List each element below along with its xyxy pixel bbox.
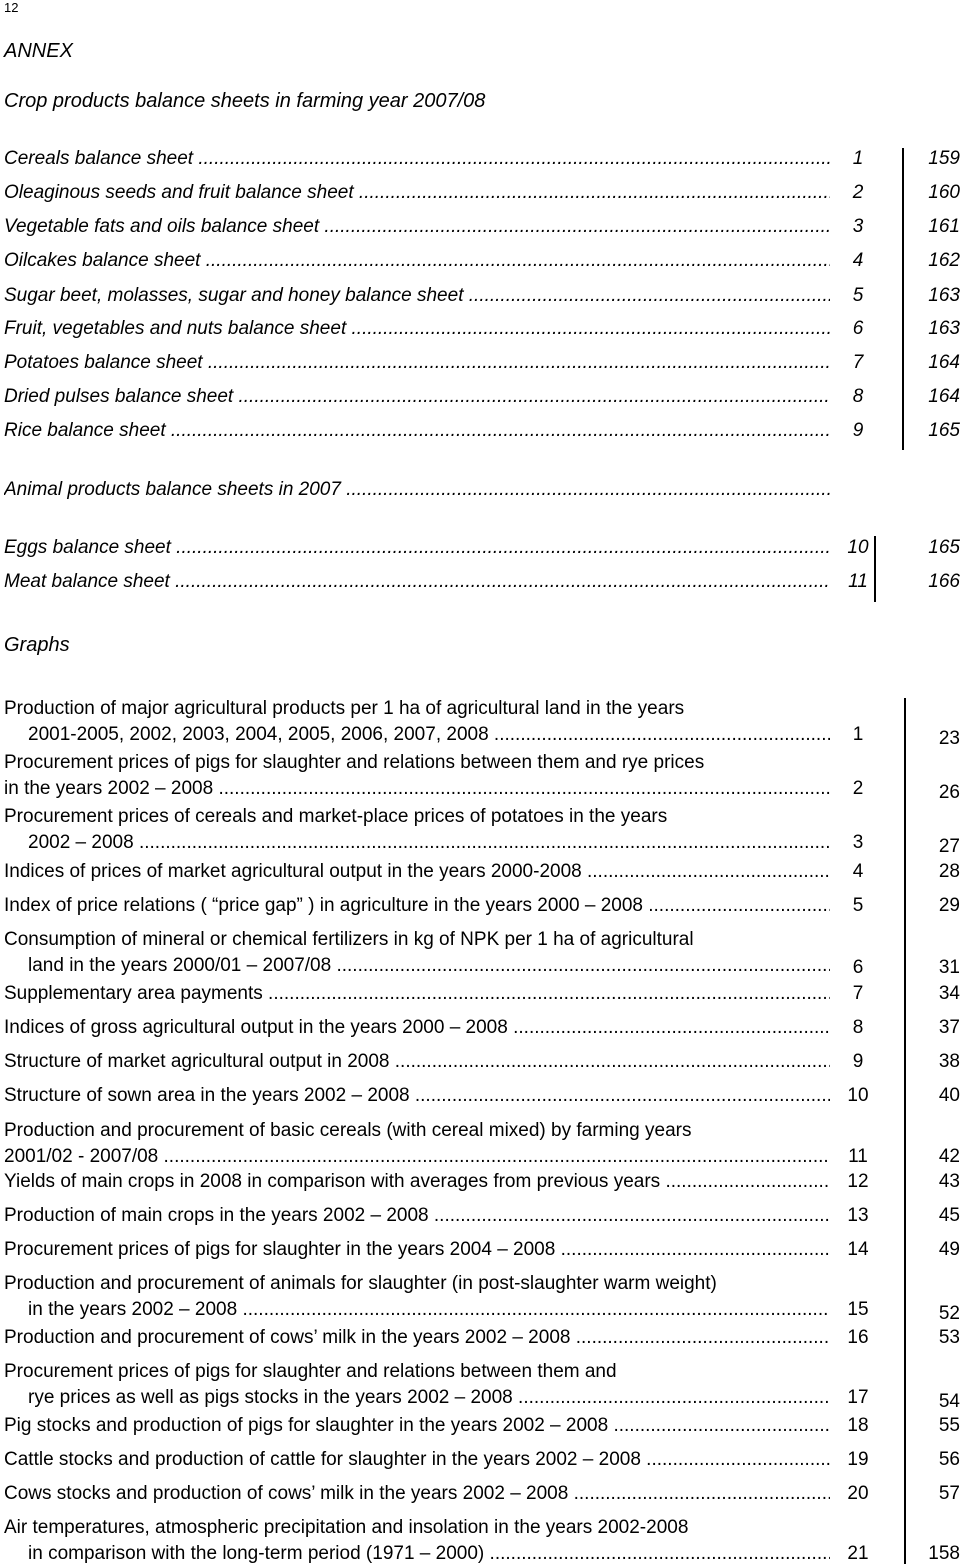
item-label-line1: Production and procurement of animals for slaughter (in post-slaughter warm weight) bbox=[4, 1273, 717, 1294]
list-item[interactable] bbox=[4, 861, 958, 887]
list-item[interactable] bbox=[4, 285, 958, 311]
item-label: Cereals balance sheet ..... bbox=[4, 148, 830, 170]
item-label: Meat balance sheet ..... bbox=[4, 571, 830, 593]
item-page: 38 bbox=[938, 1051, 960, 1072]
item-label: Indices of gross agricultural output in the years 2000 – 2008 ..... bbox=[4, 1017, 830, 1039]
item-number: 13 bbox=[847, 1205, 869, 1226]
item-page: 56 bbox=[938, 1449, 960, 1470]
list-item[interactable] bbox=[4, 895, 958, 921]
item-label: Index of price relations ( “price gap” ) in agriculture in the years 2000 – 2008 ..... bbox=[4, 895, 830, 917]
item-label: Structure of sown area in the years 2002 – 2008 ..... bbox=[4, 1085, 830, 1107]
item-page: 37 bbox=[938, 1017, 960, 1038]
list-item[interactable] bbox=[4, 1327, 958, 1353]
item-label: Production and procurement of cows’ milk in the years 2002 – 2008 ..... bbox=[4, 1327, 830, 1349]
item-page: 163 bbox=[928, 285, 960, 306]
item-page: 31 bbox=[938, 957, 960, 978]
item-number: 16 bbox=[847, 1327, 869, 1348]
item-label: Vegetable fats and oils balance sheet ..... bbox=[4, 216, 830, 238]
item-page: 42 bbox=[938, 1146, 960, 1167]
list-item[interactable] bbox=[4, 698, 960, 749]
item-page: 164 bbox=[928, 386, 960, 407]
list-item[interactable] bbox=[4, 1239, 958, 1265]
list-item[interactable] bbox=[4, 806, 960, 857]
list-item[interactable] bbox=[4, 1051, 958, 1077]
item-label-line1: Air temperatures, atmospheric precipitation and insolation in the years 2002-2008 bbox=[4, 1517, 689, 1538]
item-label: Yields of main crops in 2008 in comparison with averages from previous years ..... bbox=[4, 1171, 830, 1193]
item-label-line2: land in the years 2000/01 – 2007/08 ..... bbox=[28, 955, 830, 977]
animal-heading-label: Animal products balance sheets in 2007 ..... bbox=[4, 479, 830, 501]
item-page: 57 bbox=[938, 1483, 960, 1504]
item-page: 43 bbox=[938, 1171, 960, 1192]
item-page: 26 bbox=[938, 782, 960, 803]
item-page: 166 bbox=[928, 571, 960, 592]
list-item[interactable] bbox=[4, 182, 958, 208]
item-page: 163 bbox=[928, 318, 960, 339]
item-label-line1: Production of major agricultural products per 1 ha of agricultural land in the years bbox=[4, 698, 685, 719]
item-label: Supplementary area payments ..... bbox=[4, 983, 830, 1005]
item-label: Oleaginous seeds and fruit balance sheet ..... bbox=[4, 182, 830, 204]
item-number: 19 bbox=[847, 1449, 869, 1470]
list-item[interactable] bbox=[4, 1483, 958, 1509]
animal-heading bbox=[4, 479, 958, 505]
annex-title: ANNEX bbox=[4, 40, 73, 62]
item-label: Dried pulses balance sheet ..... bbox=[4, 386, 830, 408]
item-page: 23 bbox=[938, 728, 960, 749]
item-page: 49 bbox=[938, 1239, 960, 1260]
list-item[interactable] bbox=[4, 752, 960, 803]
item-number: 11 bbox=[848, 1146, 868, 1167]
item-number: 9 bbox=[852, 420, 864, 441]
item-page: 55 bbox=[938, 1415, 960, 1436]
item-page: 45 bbox=[938, 1205, 960, 1226]
item-label-line1: Procurement prices of cereals and market-place prices of potatoes in the years bbox=[4, 806, 668, 827]
list-item[interactable] bbox=[4, 983, 958, 1009]
list-item[interactable] bbox=[4, 1085, 958, 1111]
item-number: 2 bbox=[852, 778, 864, 799]
list-item[interactable] bbox=[4, 1171, 958, 1197]
item-number: 6 bbox=[852, 957, 864, 978]
item-label-line2: in the years 2002 – 2008 ..... bbox=[28, 1299, 830, 1321]
item-page: 40 bbox=[938, 1085, 960, 1106]
list-item[interactable] bbox=[4, 1017, 958, 1043]
item-number: 6 bbox=[852, 318, 864, 339]
item-number: 10 bbox=[847, 537, 869, 558]
list-item[interactable] bbox=[4, 216, 958, 242]
item-label-line2: 2002 – 2008 ..... bbox=[28, 832, 830, 854]
item-page: 164 bbox=[928, 352, 960, 373]
item-number: 18 bbox=[847, 1415, 869, 1436]
list-item[interactable] bbox=[4, 1449, 958, 1475]
list-item[interactable] bbox=[4, 318, 958, 344]
item-number: 12 bbox=[847, 1171, 869, 1192]
item-label: Procurement prices of pigs for slaughter in the years 2004 – 2008 ..... bbox=[4, 1239, 830, 1261]
item-number: 8 bbox=[852, 386, 864, 407]
item-label: Production of main crops in the years 2002 – 2008 ..... bbox=[4, 1205, 830, 1227]
list-item[interactable] bbox=[4, 352, 958, 378]
item-number: 5 bbox=[852, 285, 864, 306]
list-item[interactable] bbox=[4, 148, 958, 174]
list-item[interactable] bbox=[4, 1361, 960, 1412]
item-page: 159 bbox=[928, 148, 960, 169]
item-number: 2 bbox=[852, 182, 864, 203]
item-number: 8 bbox=[852, 1017, 864, 1038]
item-number: 4 bbox=[852, 861, 864, 882]
item-label: Potatoes balance sheet ..... bbox=[4, 352, 830, 374]
item-label: Cows stocks and production of cows’ milk in the years 2002 – 2008 ..... bbox=[4, 1483, 830, 1505]
item-number: 1 bbox=[852, 148, 864, 169]
item-page: 53 bbox=[938, 1327, 960, 1348]
item-label: Pig stocks and production of pigs for slaughter in the years 2002 – 2008 ..... bbox=[4, 1415, 830, 1437]
item-number: 17 bbox=[847, 1387, 869, 1408]
item-page: 52 bbox=[938, 1303, 960, 1324]
item-label-line2: in comparison with the long-term period (1971 – 2000) ..... bbox=[28, 1543, 830, 1565]
item-number: 7 bbox=[852, 352, 864, 373]
item-page: 162 bbox=[928, 250, 960, 271]
item-page: 28 bbox=[938, 861, 960, 882]
list-item[interactable] bbox=[4, 250, 958, 276]
item-label: Sugar beet, molasses, sugar and honey balance sheet ..... bbox=[4, 285, 830, 307]
list-item[interactable] bbox=[4, 386, 958, 412]
item-number: 3 bbox=[852, 832, 864, 853]
item-label-line2: 2001/02 - 2007/08 ..... bbox=[4, 1146, 830, 1168]
item-label-line1: Production and procurement of basic cereals (with cereal mixed) by farming years bbox=[4, 1120, 692, 1141]
list-item[interactable] bbox=[4, 1205, 958, 1231]
item-label: Oilcakes balance sheet ..... bbox=[4, 250, 830, 272]
item-page: 158 bbox=[928, 1543, 960, 1564]
item-page: 54 bbox=[938, 1391, 960, 1412]
item-number: 1 bbox=[852, 724, 864, 745]
list-item[interactable] bbox=[4, 420, 958, 446]
item-number: 20 bbox=[847, 1483, 869, 1504]
list-item[interactable] bbox=[4, 571, 958, 597]
item-page: 160 bbox=[928, 182, 960, 203]
item-label-line2: in the years 2002 – 2008 ..... bbox=[4, 778, 830, 800]
item-number: 5 bbox=[852, 895, 864, 916]
item-label-line1: Procurement prices of pigs for slaughter and relations between them and bbox=[4, 1361, 617, 1382]
item-number: 3 bbox=[852, 216, 864, 237]
crop-heading: Crop products balance sheets in farming year 2007/08 bbox=[4, 90, 486, 112]
item-label-line2: rye prices as well as pigs stocks in the years 2002 – 2008 ..... bbox=[28, 1387, 830, 1409]
item-page: 34 bbox=[938, 983, 960, 1004]
graphs-heading: Graphs bbox=[4, 634, 70, 656]
page-number: 12 bbox=[4, 0, 19, 15]
list-item[interactable] bbox=[4, 1120, 960, 1167]
item-number: 7 bbox=[852, 983, 864, 1004]
item-number: 11 bbox=[848, 571, 868, 592]
list-item[interactable] bbox=[4, 929, 960, 978]
item-number: 15 bbox=[847, 1299, 869, 1320]
item-label: Fruit, vegetables and nuts balance sheet ..... bbox=[4, 318, 830, 340]
item-label-line1: Procurement prices of pigs for slaughter and relations between them and rye prices bbox=[4, 752, 705, 773]
item-number: 9 bbox=[852, 1051, 864, 1072]
item-page: 165 bbox=[928, 537, 960, 558]
list-item[interactable] bbox=[4, 537, 958, 563]
item-label: Structure of market agricultural output in 2008 ..... bbox=[4, 1051, 830, 1073]
item-page: 27 bbox=[938, 836, 960, 857]
item-number: 10 bbox=[847, 1085, 869, 1106]
list-item[interactable] bbox=[4, 1415, 958, 1441]
item-number: 21 bbox=[847, 1543, 869, 1564]
item-page: 29 bbox=[938, 895, 960, 916]
item-number: 4 bbox=[852, 250, 864, 271]
item-label: Rice balance sheet ..... bbox=[4, 420, 830, 442]
item-label: Cattle stocks and production of cattle for slaughter in the years 2002 – 2008 ..... bbox=[4, 1449, 830, 1471]
item-number: 14 bbox=[847, 1239, 869, 1260]
list-item[interactable] bbox=[4, 1273, 960, 1324]
item-label-line2: 2001-2005, 2002, 2003, 2004, 2005, 2006, 2007, 2008 ..... bbox=[28, 724, 830, 746]
item-page: 161 bbox=[928, 216, 960, 237]
item-label: Eggs balance sheet ..... bbox=[4, 537, 830, 559]
item-page: 165 bbox=[928, 420, 960, 441]
item-label-line1: Consumption of mineral or chemical fertilizers in kg of NPK per 1 ha of agricultural bbox=[4, 929, 694, 950]
item-label: Indices of prices of market agricultural output in the years 2000-2008 ..... bbox=[4, 861, 830, 883]
list-item[interactable] bbox=[4, 1517, 960, 1564]
